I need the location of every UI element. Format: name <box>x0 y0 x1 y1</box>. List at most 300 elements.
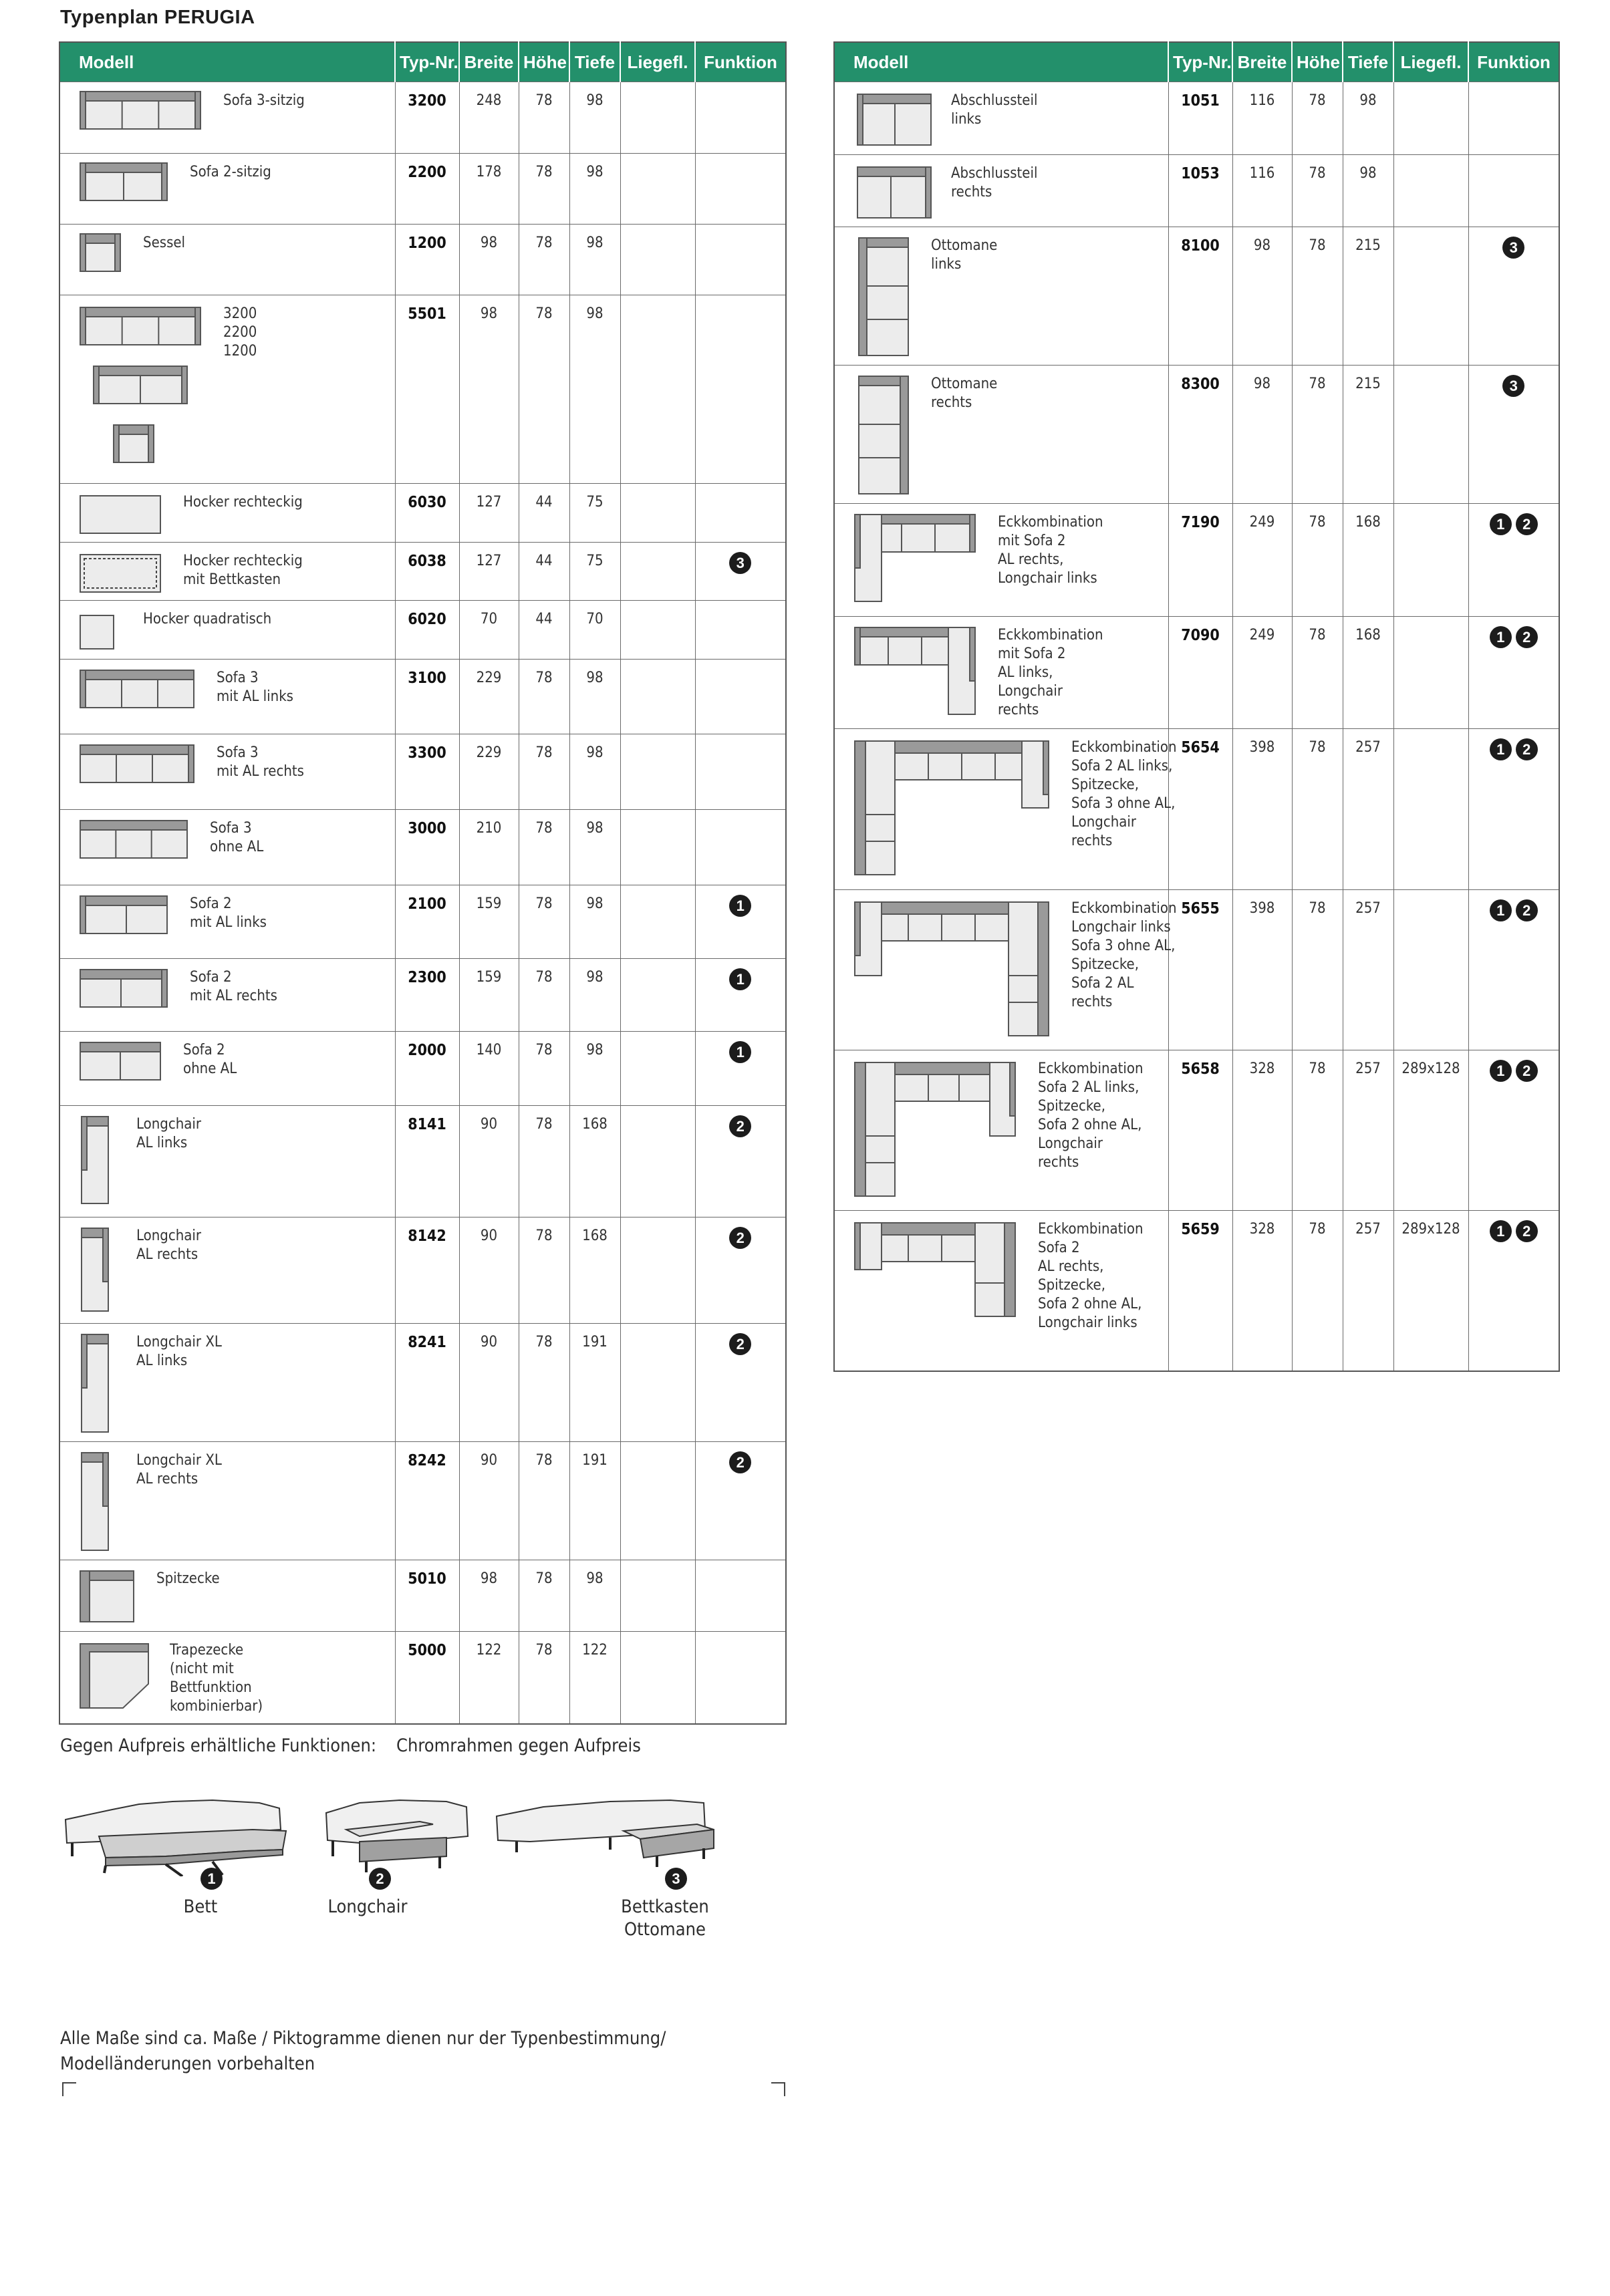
function-1-badge: 1 <box>1490 738 1512 760</box>
type-number: 8141 <box>395 1106 459 1217</box>
type-number: 6038 <box>395 543 459 601</box>
width-value: 70 <box>459 601 519 660</box>
type-number: 6030 <box>395 484 459 543</box>
type-number: 2300 <box>395 959 459 1032</box>
height-value: 78 <box>519 885 569 959</box>
sleeping-area-value <box>620 959 695 1032</box>
height-value: 78 <box>519 1217 569 1324</box>
model-name: Hocker rechteckig <box>183 494 303 511</box>
model-cell <box>59 1106 395 1217</box>
width-value: 328 <box>1232 1211 1292 1371</box>
height-value: 78 <box>519 225 569 295</box>
depth-value: 75 <box>569 484 620 543</box>
sleeping-area-value <box>620 1032 695 1106</box>
model-row <box>59 734 786 810</box>
model-row <box>834 617 1559 729</box>
stool-rectangular-pictogram <box>74 489 167 536</box>
model-row <box>59 810 786 885</box>
disclaimer: Alle Maße sind ca. Maße / Piktogramme dienen nur der Typenbestimmung/ Modelländerungen vorbehalten <box>60 2028 666 2074</box>
width-value: 122 <box>459 1632 519 1724</box>
function-3-badge: 3 <box>729 552 751 574</box>
model-row <box>834 82 1559 155</box>
header-funktion: Funktion <box>695 42 786 82</box>
model-cell <box>59 484 395 543</box>
model-name: Sofa 3 ohne AL <box>210 820 264 855</box>
type-number: 8142 <box>395 1217 459 1324</box>
sofa-3-arm-right-pictogram <box>74 740 200 793</box>
depth-value: 98 <box>569 660 620 734</box>
width-value: 398 <box>1232 729 1292 890</box>
model-cell <box>59 959 395 1032</box>
function-cell <box>1468 617 1559 729</box>
model-cell <box>59 154 395 225</box>
header-typ-nr: Typ-Nr. <box>1168 42 1232 82</box>
header-model: Modell <box>59 42 395 82</box>
model-name: Sofa 3 mit AL rechts <box>217 744 304 780</box>
depth-value: 98 <box>1343 82 1393 155</box>
function-cell <box>695 810 786 885</box>
depth-value: 98 <box>569 1560 620 1632</box>
function-cell <box>695 1324 786 1442</box>
function-cell <box>1468 227 1559 366</box>
longchair-left-pictogram <box>74 1111 120 1211</box>
header-tiefe: Tiefe <box>569 42 620 82</box>
corner-combination-7090-pictogram <box>848 622 982 722</box>
armchair-pictogram <box>74 230 127 277</box>
type-number: 7190 <box>1168 504 1232 617</box>
model-cell <box>59 295 395 484</box>
depth-value: 98 <box>569 734 620 810</box>
type-number: 1051 <box>1168 82 1232 155</box>
function-cell <box>1468 729 1559 890</box>
height-value: 44 <box>519 601 569 660</box>
model-cell <box>834 617 1168 729</box>
model-name: Eckkombination mit Sofa 2 AL rechts, Longchair links <box>998 514 1103 587</box>
trapezoid-corner-pictogram <box>74 1637 154 1711</box>
function-2-badge: 2 <box>1516 899 1538 921</box>
model-cell <box>834 227 1168 366</box>
sleeping-area-value <box>620 543 695 601</box>
type-number: 5655 <box>1168 890 1232 1050</box>
sleeping-area-value <box>1393 366 1468 504</box>
function-2-badge: 2 <box>729 1227 751 1249</box>
model-name: Ottomane links <box>931 237 998 273</box>
model-name: Longchair AL links <box>136 1116 202 1151</box>
height-value: 78 <box>1292 1211 1343 1371</box>
height-value: 78 <box>1292 227 1343 366</box>
depth-value: 257 <box>1343 729 1393 890</box>
height-value: 44 <box>519 543 569 601</box>
function-2-badge: 2 <box>729 1115 751 1137</box>
width-value: 159 <box>459 959 519 1032</box>
width-value: 90 <box>459 1106 519 1217</box>
corner-piece-pictogram <box>74 1566 140 1626</box>
sleeping-area-value <box>620 1324 695 1442</box>
model-cell <box>834 729 1177 890</box>
model-row <box>59 1324 786 1442</box>
sleeping-area-value <box>620 660 695 734</box>
function-cell <box>1468 155 1559 227</box>
type-number: 8300 <box>1168 366 1232 504</box>
model-name: Eckkombination Sofa 2 AL links, Spitzecke, Sofa 2 ohne AL, Longchair rechts <box>1038 1060 1144 1171</box>
type-number: 1053 <box>1168 155 1232 227</box>
width-value: 178 <box>459 154 519 225</box>
function-cell <box>695 154 786 225</box>
function-3-badge: 3 <box>1502 375 1524 397</box>
function-cell <box>1468 1050 1559 1211</box>
depth-value: 98 <box>569 885 620 959</box>
type-number: 2100 <box>395 885 459 959</box>
model-row <box>59 660 786 734</box>
model-row <box>59 1442 786 1560</box>
model-name: Sofa 2 ohne AL <box>183 1042 237 1077</box>
function-cell <box>1468 366 1559 504</box>
model-cell <box>59 1560 395 1632</box>
depth-value: 168 <box>569 1106 620 1217</box>
height-value: 78 <box>1292 82 1343 155</box>
depth-value: 98 <box>569 810 620 885</box>
sleeping-area-value <box>1393 890 1468 1050</box>
width-value: 328 <box>1232 1050 1292 1211</box>
model-name: Sessel <box>143 235 186 251</box>
height-value: 78 <box>1292 617 1343 729</box>
model-cell <box>59 82 395 154</box>
model-cell <box>59 1032 395 1106</box>
function-1-badge: 1 <box>1490 899 1512 921</box>
sleeping-area-value <box>620 885 695 959</box>
corner-combination-7190-pictogram <box>848 509 982 609</box>
model-row <box>59 225 786 295</box>
width-value: 98 <box>459 1560 519 1632</box>
depth-value: 98 <box>569 295 620 484</box>
width-value: 127 <box>459 484 519 543</box>
sleeping-area-value <box>620 295 695 484</box>
depth-value: 257 <box>1343 890 1393 1050</box>
height-value: 78 <box>519 1560 569 1632</box>
width-value: 98 <box>1232 366 1292 504</box>
width-value: 90 <box>459 1442 519 1560</box>
function-2-badge: 2 <box>1516 1060 1538 1082</box>
sleeping-area-value <box>1393 617 1468 729</box>
type-number: 5654 <box>1168 729 1232 890</box>
model-cell <box>59 1324 395 1442</box>
depth-value: 191 <box>569 1442 620 1560</box>
model-cell <box>59 543 395 601</box>
type-number: 2000 <box>395 1032 459 1106</box>
model-name: Spitzecke <box>156 1570 220 1587</box>
model-cell <box>834 1050 1168 1211</box>
width-value: 90 <box>459 1324 519 1442</box>
sleeping-area-value <box>620 734 695 810</box>
sofa-3-seater-pictogram <box>74 88 207 134</box>
height-value: 78 <box>1292 155 1343 227</box>
model-name: Abschlussteil rechts <box>951 165 1038 200</box>
height-value: 78 <box>519 734 569 810</box>
function-cell <box>695 885 786 959</box>
model-row <box>834 729 1559 890</box>
function-1-badge: 1 <box>1490 626 1512 648</box>
model-row <box>59 295 786 484</box>
function-cell <box>1468 504 1559 617</box>
sleeping-area-value <box>620 1632 695 1724</box>
model-table-right <box>833 41 1560 1372</box>
depth-value: 257 <box>1343 1050 1393 1211</box>
header-breite: Breite <box>1232 42 1292 82</box>
height-value: 44 <box>519 484 569 543</box>
height-value: 78 <box>519 82 569 154</box>
model-name: Sofa 2 mit AL links <box>190 895 267 931</box>
sofa-3-no-arm-pictogram <box>74 815 194 869</box>
width-value: 248 <box>459 82 519 154</box>
height-value: 78 <box>1292 890 1343 1050</box>
depth-value: 215 <box>1343 366 1393 504</box>
sleeping-area-value <box>620 601 695 660</box>
type-number: 2200 <box>395 154 459 225</box>
function-2-badge: 2 <box>1516 513 1538 535</box>
model-cell <box>834 82 1168 155</box>
crop-mark-right <box>771 2082 785 2097</box>
type-number: 8100 <box>1168 227 1232 366</box>
sleeping-area-value <box>620 484 695 543</box>
model-name: Abschlussteil links <box>951 92 1038 128</box>
model-cell <box>59 225 395 295</box>
header-model: Modell <box>834 42 1168 82</box>
header-hoehe: Höhe <box>519 42 569 82</box>
function-cell <box>695 1217 786 1324</box>
model-name: Ottomane rechts <box>931 376 998 411</box>
sofa-2-seater-pictogram <box>74 159 174 206</box>
model-name: Hocker rechteckig mit Bettkasten <box>183 553 303 588</box>
model-name: Sofa 2-sitzig <box>190 164 271 180</box>
type-number: 5000 <box>395 1632 459 1724</box>
height-value: 78 <box>519 1032 569 1106</box>
stool-with-storage-pictogram <box>74 548 167 595</box>
model-cell <box>59 885 395 959</box>
function-cell <box>695 1442 786 1560</box>
function-cell <box>695 1032 786 1106</box>
function-cell <box>1468 1211 1559 1371</box>
model-name: Trapezecke (nicht mit Bettfunktion kombinierbar) <box>170 1642 263 1715</box>
type-number: 5659 <box>1168 1211 1232 1371</box>
function-cell <box>695 295 786 484</box>
width-value: 249 <box>1232 617 1292 729</box>
end-piece-left-pictogram <box>848 88 935 148</box>
model-name: Eckkombination Longchair links Sofa 3 ohne AL, Spitzecke, Sofa 2 AL rechts <box>1071 900 1177 1010</box>
type-number: 3000 <box>395 810 459 885</box>
model-row <box>59 543 786 601</box>
model-cell <box>834 1211 1168 1371</box>
height-value: 78 <box>519 1632 569 1724</box>
model-row <box>59 1032 786 1106</box>
function-cell <box>695 1632 786 1724</box>
function-1-badge: 1 <box>729 895 751 917</box>
header-hoehe: Höhe <box>1292 42 1343 82</box>
width-value: 398 <box>1232 890 1292 1050</box>
type-number: 7090 <box>1168 617 1232 729</box>
sleeping-area-value <box>1393 227 1468 366</box>
chrome-frame-note: Chromrahmen gegen Aufpreis <box>396 1735 641 1756</box>
sleeping-area-value <box>620 82 695 154</box>
function-1-badge: 1 <box>1490 513 1512 535</box>
width-value: 140 <box>459 1032 519 1106</box>
model-row <box>59 601 786 660</box>
height-value: 78 <box>519 660 569 734</box>
model-name: Eckkombination Sofa 2 AL links, Spitzecke, Sofa 3 ohne AL, Longchair rechts <box>1071 739 1177 849</box>
model-cell <box>59 734 395 810</box>
model-row <box>59 154 786 225</box>
model-name: Eckkombination Sofa 2 AL rechts, Spitzecke, Sofa 2 ohne AL, Longchair links <box>1038 1221 1144 1331</box>
model-cell <box>59 601 395 660</box>
type-number: 3300 <box>395 734 459 810</box>
function-cell <box>1468 82 1559 155</box>
width-value: 116 <box>1232 82 1292 155</box>
corner-combination-5658-pictogram <box>848 1056 1022 1203</box>
function-cell <box>695 601 786 660</box>
model-name: 3200 2200 1200 <box>223 305 257 360</box>
header-funktion: Funktion <box>1468 42 1559 82</box>
model-row <box>59 82 786 154</box>
header-liegeflaeche: Liegefl. <box>1393 42 1468 82</box>
stool-square-pictogram <box>74 606 127 653</box>
header-tiefe: Tiefe <box>1343 42 1393 82</box>
function-1-badge: 1 <box>729 1041 751 1063</box>
function-2-badge: 2 <box>369 1868 391 1890</box>
page-title: Typenplan PERUGIA <box>60 7 255 28</box>
corner-combination-5659-pictogram <box>848 1216 1022 1323</box>
depth-value: 122 <box>569 1632 620 1724</box>
function-2-badge: 2 <box>729 1333 751 1355</box>
function-1-badge: 1 <box>1490 1220 1512 1242</box>
model-row <box>834 1050 1559 1211</box>
corner-combination-5655-pictogram <box>848 895 1055 1042</box>
width-value: 159 <box>459 885 519 959</box>
model-cell <box>834 366 1168 504</box>
header-liegeflaeche: Liegefl. <box>620 42 695 82</box>
sofa-bed-illustration <box>59 1783 293 1876</box>
model-name: Sofa 3 mit AL links <box>217 670 293 705</box>
function-1-label: Bett <box>183 1896 218 1917</box>
depth-value: 98 <box>1343 155 1393 227</box>
width-value: 90 <box>459 1217 519 1324</box>
depth-value: 70 <box>569 601 620 660</box>
model-row <box>59 1632 786 1724</box>
functions-heading: Gegen Aufpreis erhältliche Funktionen: <box>60 1735 377 1756</box>
depth-value: 168 <box>1343 617 1393 729</box>
sleeping-area-value <box>620 810 695 885</box>
sofa-2-arm-left-pictogram <box>74 891 174 944</box>
depth-value: 191 <box>569 1324 620 1442</box>
depth-value: 98 <box>569 225 620 295</box>
living-set-pictogram <box>74 301 207 474</box>
sleeping-area-value <box>620 225 695 295</box>
model-name: Sofa 3-sitzig <box>223 92 305 109</box>
function-cell <box>695 543 786 601</box>
sleeping-area-value <box>620 1106 695 1217</box>
type-number: 1200 <box>395 225 459 295</box>
height-value: 78 <box>519 810 569 885</box>
depth-value: 215 <box>1343 227 1393 366</box>
width-value: 210 <box>459 810 519 885</box>
type-number: 6020 <box>395 601 459 660</box>
depth-value: 98 <box>569 154 620 225</box>
width-value: 229 <box>459 660 519 734</box>
model-cell <box>59 1632 395 1724</box>
function-cell <box>695 660 786 734</box>
type-number: 8242 <box>395 1442 459 1560</box>
model-row <box>59 959 786 1032</box>
function-3-badge: 3 <box>1502 237 1524 259</box>
width-value: 116 <box>1232 155 1292 227</box>
width-value: 127 <box>459 543 519 601</box>
model-cell <box>59 1217 395 1324</box>
height-value: 78 <box>519 154 569 225</box>
function-2-badge: 2 <box>729 1451 751 1473</box>
model-cell <box>834 155 1168 227</box>
sleeping-area-value <box>1393 155 1468 227</box>
height-value: 78 <box>1292 504 1343 617</box>
sleeping-area-value <box>620 1442 695 1560</box>
depth-value: 168 <box>569 1217 620 1324</box>
function-2-label: Longchair <box>327 1896 408 1917</box>
function-3-label: Bettkasten Ottomane <box>621 1896 709 1940</box>
longchair-right-pictogram <box>74 1223 120 1316</box>
sleeping-area-value <box>620 154 695 225</box>
function-2-badge: 2 <box>1516 626 1538 648</box>
ottoman-storage-illustration <box>490 1783 720 1876</box>
width-value: 98 <box>459 225 519 295</box>
model-row <box>59 484 786 543</box>
depth-value: 168 <box>1343 504 1393 617</box>
sleeping-area-value <box>1393 729 1468 890</box>
sleeping-area-value <box>1393 82 1468 155</box>
height-value: 78 <box>519 1442 569 1560</box>
model-row <box>834 504 1559 617</box>
sofa-3-arm-left-pictogram <box>74 665 200 718</box>
function-cell <box>695 1106 786 1217</box>
width-value: 229 <box>459 734 519 810</box>
type-number: 8241 <box>395 1324 459 1442</box>
header-typ-nr: Typ-Nr. <box>395 42 459 82</box>
model-row <box>834 227 1559 366</box>
model-table-left <box>59 41 787 1725</box>
sofa-2-arm-right-pictogram <box>74 964 174 1018</box>
model-name: Longchair AL rechts <box>136 1228 202 1263</box>
sleeping-area-value: 289x128 <box>1393 1050 1468 1211</box>
header-breite: Breite <box>459 42 519 82</box>
function-2-badge: 2 <box>1516 738 1538 760</box>
height-value: 78 <box>519 959 569 1032</box>
function-cell <box>695 959 786 1032</box>
type-number: 3200 <box>395 82 459 154</box>
width-value: 98 <box>1232 227 1292 366</box>
model-name: Sofa 2 mit AL rechts <box>190 969 277 1004</box>
longchair-xl-right-pictogram <box>74 1447 120 1554</box>
model-cell <box>59 810 395 885</box>
ottoman-left-pictogram <box>848 233 915 360</box>
model-row <box>834 890 1559 1050</box>
model-row <box>59 885 786 959</box>
model-row <box>834 155 1559 227</box>
width-value: 249 <box>1232 504 1292 617</box>
sleeping-area-value <box>1393 504 1468 617</box>
height-value: 78 <box>519 1324 569 1442</box>
model-name: Longchair XL AL rechts <box>136 1452 222 1487</box>
model-name: Longchair XL AL links <box>136 1334 222 1369</box>
ottoman-right-pictogram <box>848 371 915 498</box>
function-3-badge: 3 <box>665 1868 687 1890</box>
type-number: 5658 <box>1168 1050 1232 1211</box>
model-name: Eckkombination mit Sofa 2 AL links, Longchair rechts <box>998 627 1103 718</box>
